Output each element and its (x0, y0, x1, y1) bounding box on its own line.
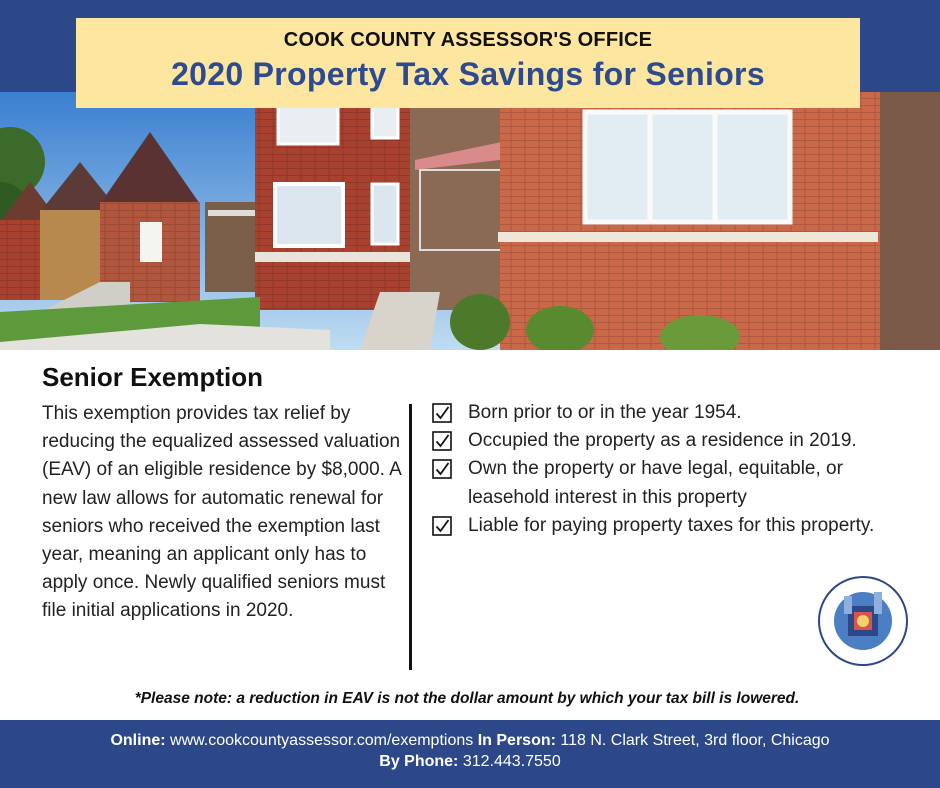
checklist-item-text: Own the property or have legal, equitable, or leasehold interest in this property (468, 458, 843, 508)
in-person-label: In Person: (477, 732, 556, 749)
address-text: 118 N. Clark Street, 3rd floor, Chicago (555, 732, 830, 749)
exemption-description: This exemption provides tax relief by reducing the equalized assessed valuation (EAV) of an eligible residence by $8,000. A new law allows for automatic renewal for seniors who received the exemption last year, meaning an applicant only has to apply once. Newly qualified seniors must file initial applications in 2020. (42, 403, 401, 622)
phone-label: By Phone: (379, 753, 459, 770)
disclaimer-note: *Please note: a reduction in EAV is not the dollar amount by which your tax bill is lowered. (134, 690, 800, 707)
checklist-item-text: Occupied the property as a residence in 2019. (468, 430, 857, 452)
assessor-seal-logo (808, 574, 918, 668)
column-divider (409, 404, 412, 670)
hero-photo-houses (0, 92, 940, 350)
eligibility-checklist (432, 399, 922, 540)
contact-footer (0, 720, 940, 788)
checklist-item (432, 512, 922, 540)
section-heading: Senior Exemption (42, 362, 264, 392)
website-link[interactable]: www.cookcountyassessor.com/exemptions (165, 732, 478, 749)
checklist-item (432, 455, 922, 511)
online-label: Online: (110, 732, 166, 749)
office-name: COOK COUNTY ASSESSOR'S OFFICE (283, 29, 653, 51)
page-title: 2020 Property Tax Savings for Seniors (171, 56, 765, 92)
title-banner (76, 18, 860, 108)
checklist-item (432, 399, 922, 427)
checkbox-icon (432, 431, 452, 451)
phone-number[interactable]: 312.443.7550 (458, 753, 561, 770)
checkbox-icon (432, 459, 452, 479)
checklist-item-text: Liable for paying property taxes for this property. (468, 514, 875, 536)
checklist-item (432, 427, 922, 455)
footer-line-2 (0, 751, 940, 772)
checklist-item-text: Born prior to or in the year 1954. (468, 402, 742, 423)
footer-line-1 (0, 730, 940, 751)
checkbox-icon (432, 403, 452, 423)
checkbox-icon (432, 516, 452, 536)
